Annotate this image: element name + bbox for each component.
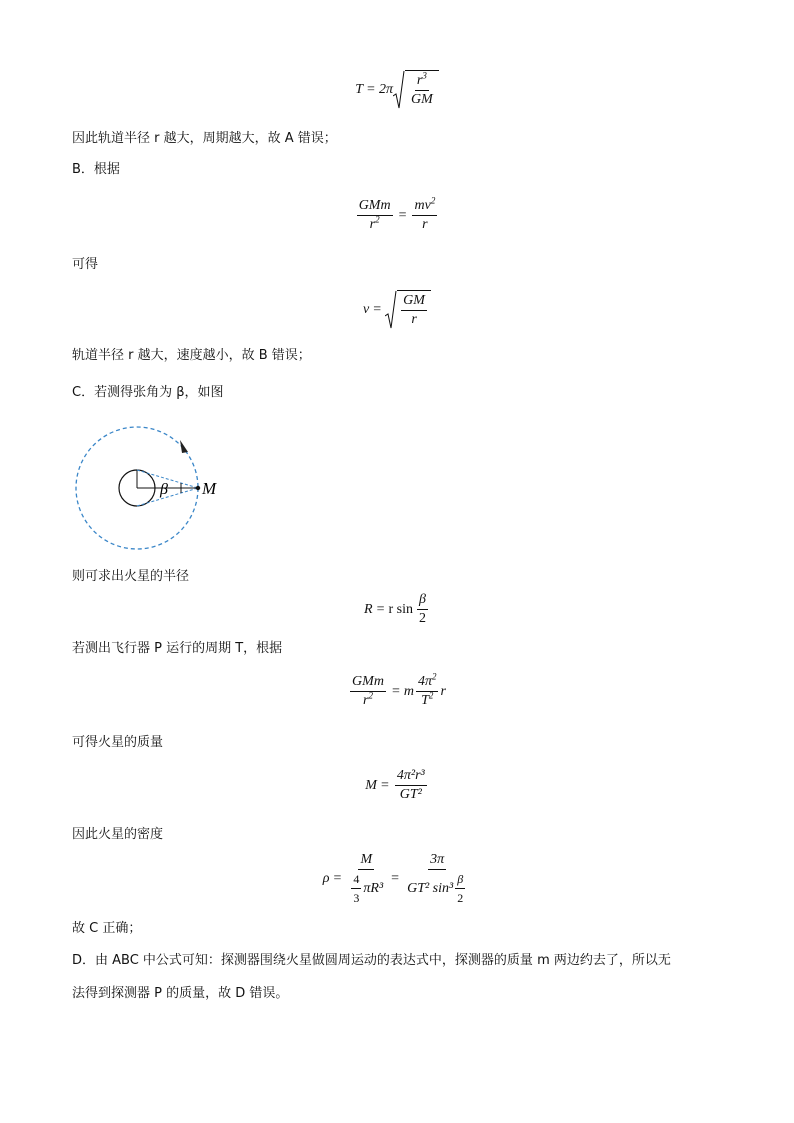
orbit-diagram <box>70 420 230 560</box>
equation-radius: R = r sin $\frac{\beta}{2}$ <box>364 592 426 626</box>
text-line: 则可求出火星的半径 <box>72 569 190 584</box>
text-line: C．若测得张角为 β，如图 <box>72 385 224 400</box>
equation-gravity-centripetal: $\frac{\text{GMm}}{r^2}$ = $\frac{mv^2}{r}$ <box>358 195 436 232</box>
equation-velocity: v = $\frac{GM}{r}$ <box>0 290 794 330</box>
equation-period: T = 2π $\frac{r^3}{GM}$ <box>0 70 794 110</box>
text-line: 可得 <box>72 257 99 272</box>
sqrt-symbol: $\frac{GM}{r}$ <box>385 290 431 330</box>
equation-gravity-period: $\frac{\text{GMm}}{r^2}$ = m $\frac{4\pi^2}{T^2}$ r <box>352 671 446 708</box>
orbit-arrow-icon <box>180 440 188 453</box>
text-line: 故 C 正确； <box>72 921 142 936</box>
text-line: D．由 ABC 中公式可知：探测器围绕火星做圆周运动的表达式中，探测器的质量 m 两边约去了，所以无 <box>72 953 671 968</box>
beta-label: β <box>160 481 168 498</box>
equation-density: ρ = M $\frac{4}{3}$ πR³ = 3π GT² sin³ $\frac{\beta}{2}$ <box>322 852 464 905</box>
text-line: 轨道半径 r 越大，速度越小，故 B 错误； <box>72 348 311 363</box>
m-label: M <box>202 479 217 498</box>
text-line: 因此轨道半径 r 越大，周期越大，故 A 错误； <box>72 131 337 146</box>
sqrt-symbol: $\frac{r^3}{GM}$ <box>393 70 439 110</box>
equation-mass: M = $\frac{\text{4π²r³}}{\text{GT²}}$ <box>365 768 425 802</box>
eq-var: T <box>355 82 364 97</box>
text-line: 若测出飞行器 P 运行的周期 T，根据 <box>72 641 283 656</box>
text-line: 法得到探测器 P 的质量，故 D 错误。 <box>72 986 289 1001</box>
text-line: B．根据 <box>72 162 120 177</box>
point-m <box>196 486 200 490</box>
eq-coef: 2π <box>378 82 393 97</box>
text-line: 因此火星的密度 <box>72 827 164 842</box>
text-line: 可得火星的质量 <box>72 735 164 750</box>
